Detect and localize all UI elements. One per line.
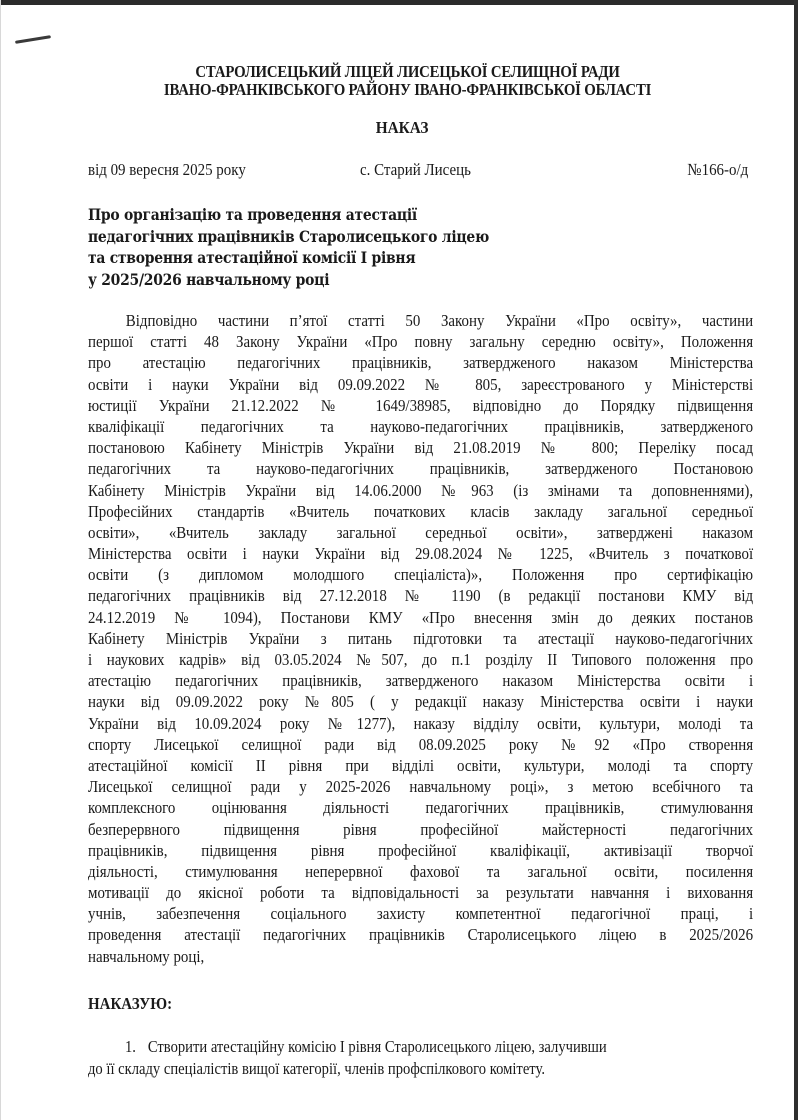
preamble-line: атестацію педагогічних працівників, затвердженого наказом Міністерства освіти і (88, 671, 754, 691)
preamble-line: педагогічних працівників від 27.12.2018 № 1190 (в редакції постанови КМУ від (88, 586, 754, 606)
preamble-line: безперервного підвищення рівня професійної майстерності педагогічних (88, 819, 754, 839)
preamble-line: навчальному році, (88, 946, 205, 966)
preamble-line: спорту Лисецької селищної ради від 08.09.2025 року №92 «Про створення (88, 734, 754, 754)
scan-top-edge (0, 0, 798, 5)
preamble-line: педагогічних та науково-педагогічних працівників, затвердженого Постановою (88, 459, 754, 479)
scan-right-edge (794, 0, 798, 1120)
order-place: с. Старий Лисець (360, 160, 471, 179)
preamble-line: 24.12.2019 № 1094), Постанови КМУ «Про внесення змін до деяких постанов (88, 607, 754, 627)
preamble-paragraph (88, 310, 753, 967)
institution-name-line2: ІВАНО-ФРАНКІВСЬКОГО РАЙОНУ ІВАНО-ФРАНКІВСЬКОЇ ОБЛАСТІ (163, 80, 652, 99)
preamble-line: працівників, підвищення рівня професійної кваліфікації, активізації творчої (88, 840, 754, 860)
preamble-line: постановою Кабінету Міністрів України від 21.08.2019 № 800; Переліку посад (88, 438, 754, 458)
preamble-line: кваліфікації педагогічних та науково-педагогічних працівників, затвердженого (88, 416, 754, 436)
order-item-line: до її складу спеціалістів вищої категорії, членів профспілкового комітету. (88, 1058, 545, 1078)
preamble-line: діяльності, стимулювання неперервної фахової та загальної освіти, посилення (88, 861, 754, 881)
preamble-line: Міністерства освіти і науки України від 29.08.2024 № 1225, «Вчитель з початкової (88, 544, 754, 564)
order-item-number: 1. (124, 1037, 136, 1056)
preamble-line: освіти (з дипломом молодшого спеціаліста)», Положення про сертифікацію (88, 565, 754, 585)
order-number: №166-о/д (687, 160, 748, 179)
order-meta-row (88, 160, 748, 184)
order-item-text: Створити атестаційну комісію І рівня Старолисецького ліцею, залучивши (147, 1037, 607, 1056)
order-item-line (88, 1036, 673, 1058)
preamble-line: проведення атестації педагогічних працівників Старолисецького ліцею в 2025/2026 (88, 925, 754, 945)
preamble-line: науки від 09.09.2022 року №805 ( у редакції наказу Міністерства освіти і науки (88, 692, 754, 712)
preamble-line: першої статті 48 Закону України «Про повну загальну середню освіту», Положення (88, 332, 754, 352)
preamble-line: Лисецької селищної ради у 2025-2026 навчальному році», з метою всебічного та (88, 777, 754, 797)
preamble-line: Кабінету Міністрів України з питань підготовки та атестації науково-педагогічних (88, 628, 754, 648)
subject-line: та створення атестаційної комісії І рівня (88, 248, 416, 267)
order-directive-heading: НАКАЗУЮ: (88, 994, 173, 1013)
preamble-line: про атестацію педагогічних працівників, затвердженого наказом Міністерства (88, 353, 754, 373)
preamble-line: освіти», «Вчитель закладу загальної середньої освіти», затверджені наказом (88, 522, 754, 542)
preamble-line: і наукових кадрів» від 03.05.2024 №507, до п.1 розділу II Типового положення про (88, 650, 754, 669)
preamble-line: Кабінету Міністрів України від 14.06.2000 №963 (із змінами та доповненнями), (88, 480, 754, 500)
preamble-line: Професійних стандартів «Вчитель початкових класів закладу загальної середньої (88, 501, 754, 521)
preamble-line: України від 10.09.2024 року №1277), наказу відділу освіти, культури, молоді та (88, 713, 754, 733)
preamble-line: юстиції України 21.12.2022 № 1649/38985, відповідно до Порядку підвищення (88, 395, 754, 415)
pen-mark (15, 35, 51, 44)
order-subject (88, 204, 608, 290)
subject-line: педагогічних працівників Старолисецького ліцею (88, 226, 490, 246)
document-type-title: НАКАЗ (375, 118, 429, 137)
order-item-1 (88, 1036, 753, 1079)
order-date: від 09 вересня 2025 року (88, 160, 246, 179)
preamble-line: комплексного оцінювання діяльності педагогічних працівників, стимулювання (88, 798, 754, 818)
preamble-line: учнів, забезпечення соціального захисту компетентної педагогічної праці, і (88, 904, 754, 924)
subject-line: Про організацію та проведення атестації (88, 205, 417, 224)
subject-line: у 2025/2026 навчальному році (88, 269, 330, 289)
scan-left-edge (0, 0, 1, 1120)
institution-name-line1: СТАРОЛИСЕЦЬКИЙ ЛІЦЕЙ ЛИСЕЦЬКОЇ СЕЛИЩНОЇ РАДИ (195, 62, 620, 81)
preamble-line: Відповідно частини п’ятої статті 50 Закону України «Про освіту», частини (125, 311, 754, 330)
preamble-line: атестаційної комісії II рівня при відділі освіти, культури, молоді та спорту (88, 755, 754, 775)
preamble-line: освіти і науки України від 09.09.2022 № 805, зареєстрованого у Міністерстві (88, 374, 754, 394)
preamble-line: мотивації до якісної роботи та відповідальності за результати навчання і виховання (88, 883, 754, 903)
